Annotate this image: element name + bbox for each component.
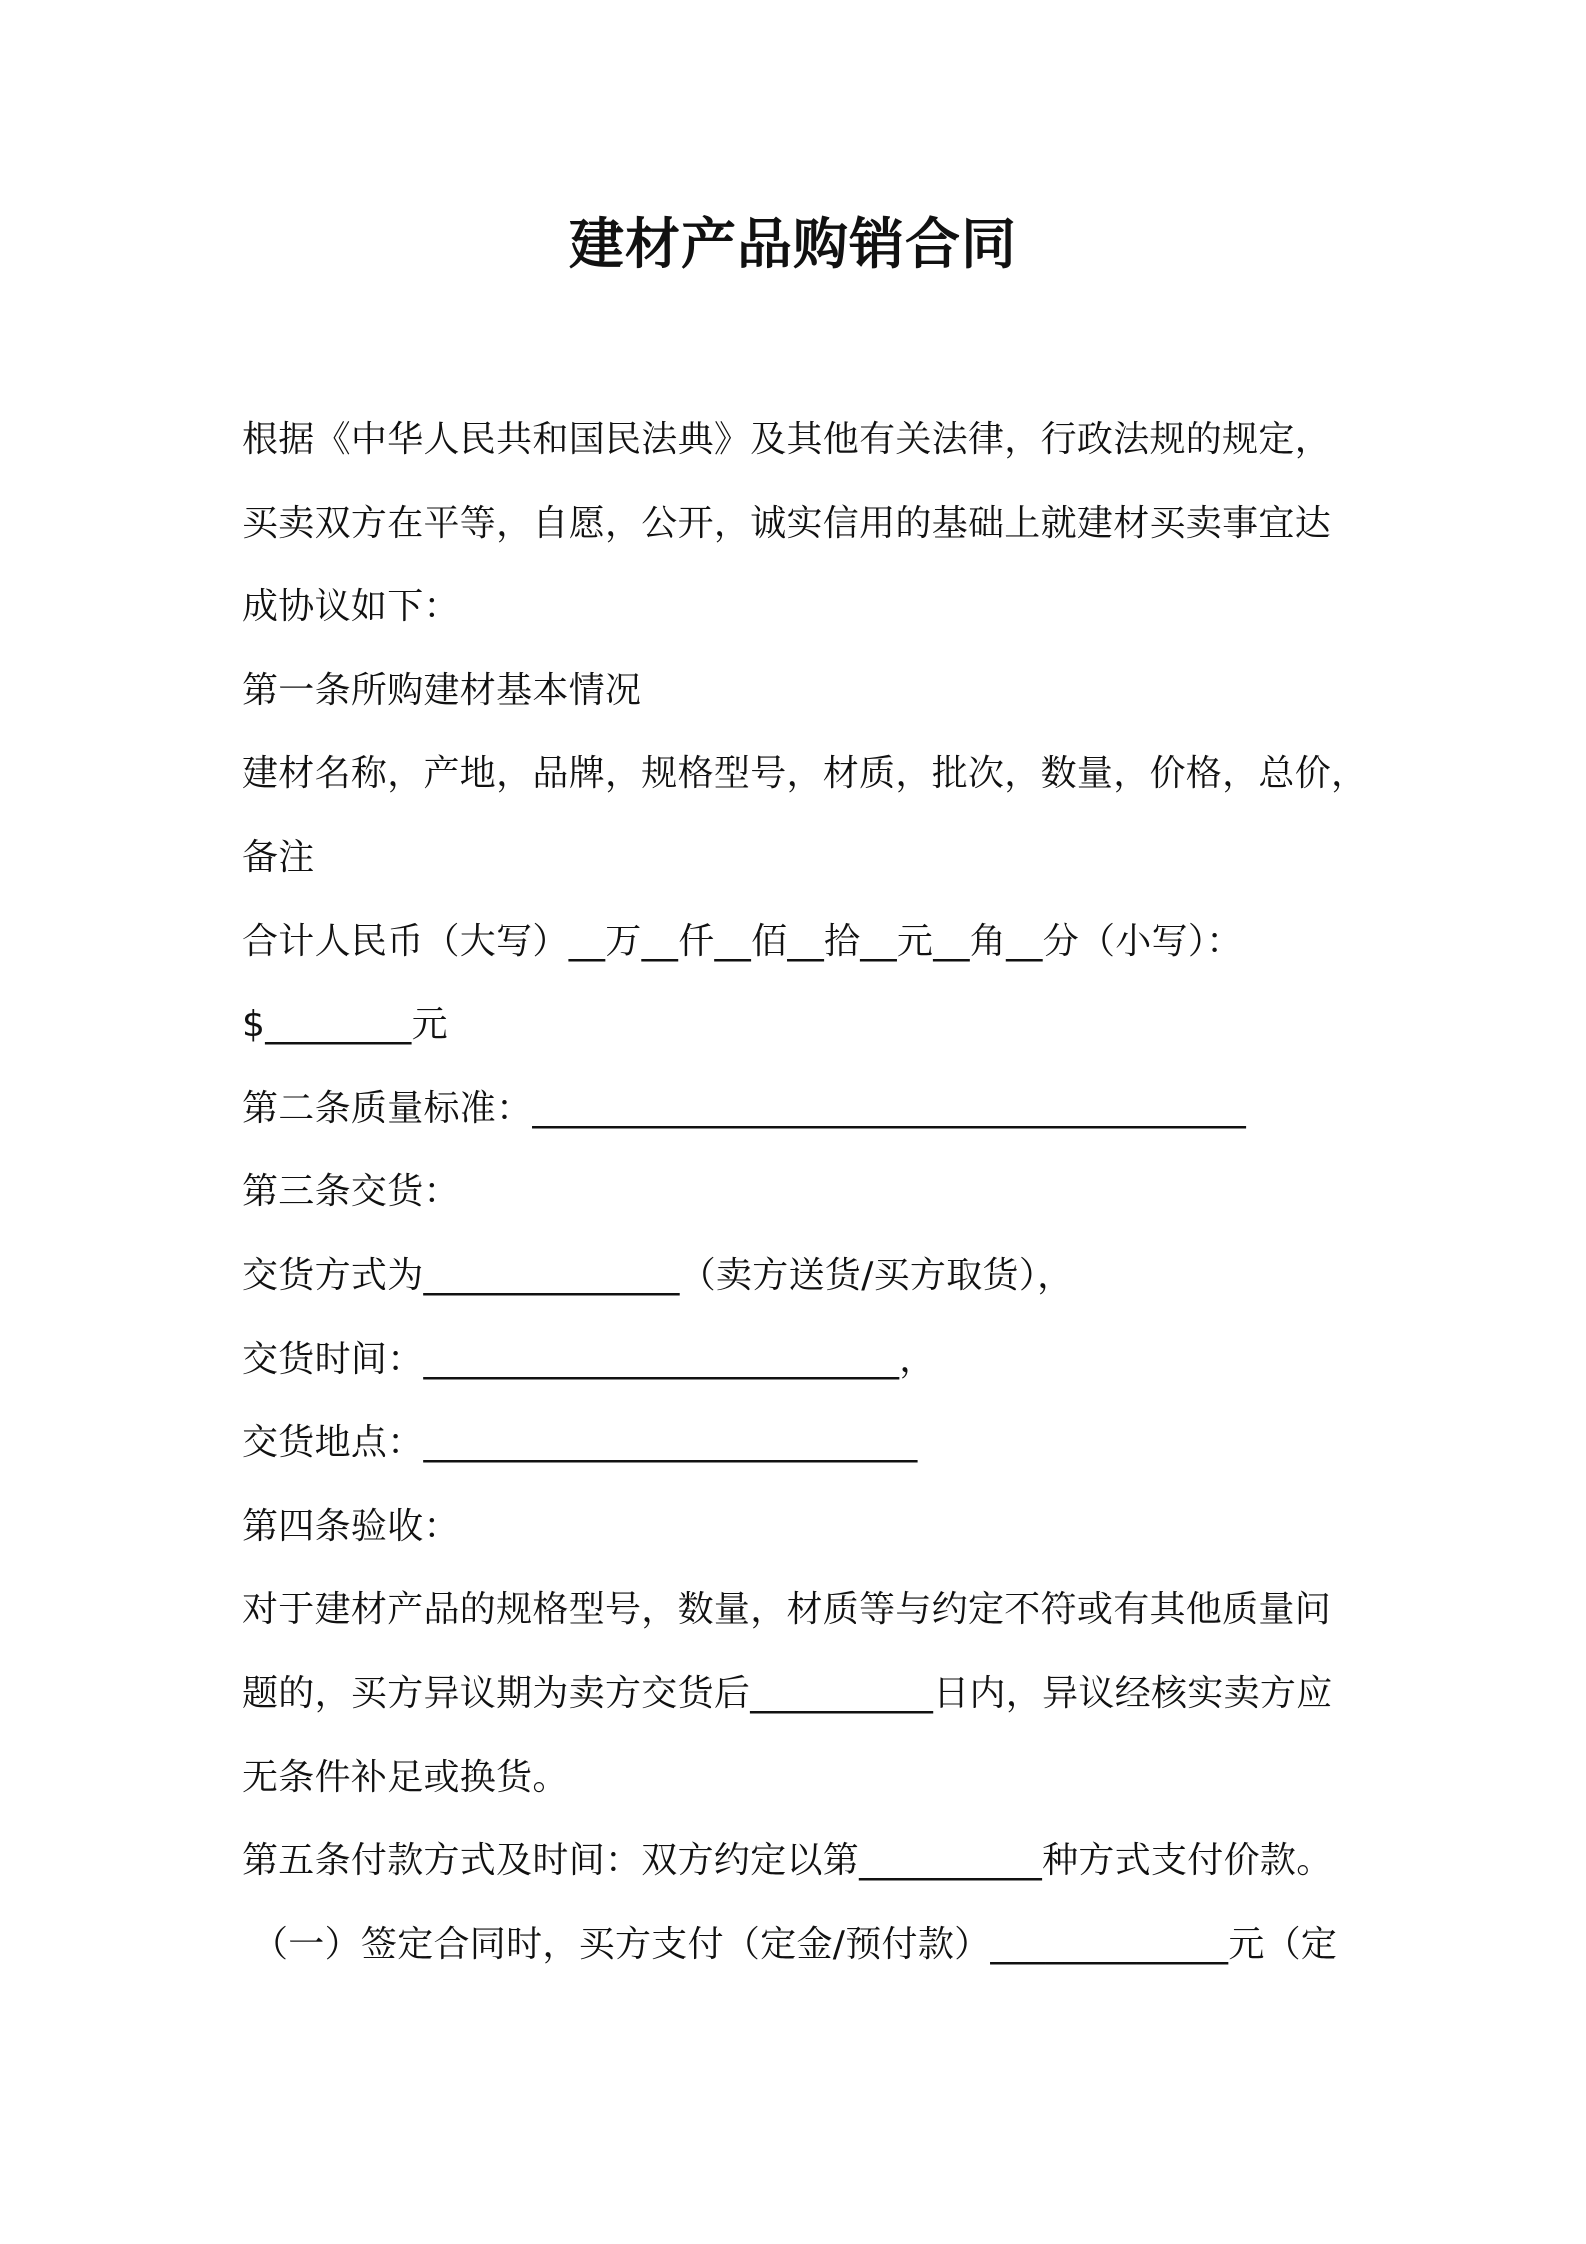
- article-5-payment: 第五条付款方式及时间：双方约定以第__________种方式支付价款。: [242, 1840, 1333, 1882]
- delivery-place-line: 交货地点：___________________________: [242, 1422, 918, 1464]
- article-3-heading: 第三条交货：: [242, 1171, 460, 1213]
- text-line: 对于建材产品的规格型号，数量，材质等与约定不符或有其他质量问: [242, 1589, 1332, 1631]
- article-2-quality: 第二条质量标准：_______________________________________: [242, 1087, 1247, 1129]
- text-line: 备注: [242, 836, 315, 878]
- text-line: 根据《中华人民共和国民法典》及其他有关法律，行政法规的规定，: [242, 419, 1332, 460]
- text-line: 建材名称，产地，品牌，规格型号，材质，批次，数量，价格，总价，: [242, 753, 1368, 795]
- contract-body: [242, 398, 1368, 1986]
- delivery-time-line: 交货时间：__________________________，: [242, 1338, 936, 1380]
- document-title: 建材产品购销合同: [568, 212, 1017, 276]
- total-amount-line: 合计人民币（大写）__万__仟__佰__拾__元__角__分（小写）：: [242, 920, 1243, 962]
- text-line: 买卖双方在平等，自愿，公开，诚实信用的基础上就建材买卖事宜达: [242, 502, 1332, 544]
- payment-clause-1: （一）签定合同时，买方支付（定金/预付款）_____________元（定: [252, 1923, 1338, 1965]
- total-amount-figure: $________元: [242, 1004, 448, 1046]
- text-line: 成协议如下：: [242, 586, 460, 628]
- delivery-method-line: 交货方式为______________（卖方送货/买方取货），: [242, 1254, 1074, 1296]
- article-4-heading: 第四条验收：: [242, 1505, 460, 1547]
- text-line: 题的，买方异议期为卖方交货后__________日内，异议经核实卖方应: [242, 1672, 1333, 1714]
- article-1-heading: 第一条所购建材基本情况: [242, 669, 642, 711]
- text-line: 无条件补足或换货。: [242, 1756, 569, 1798]
